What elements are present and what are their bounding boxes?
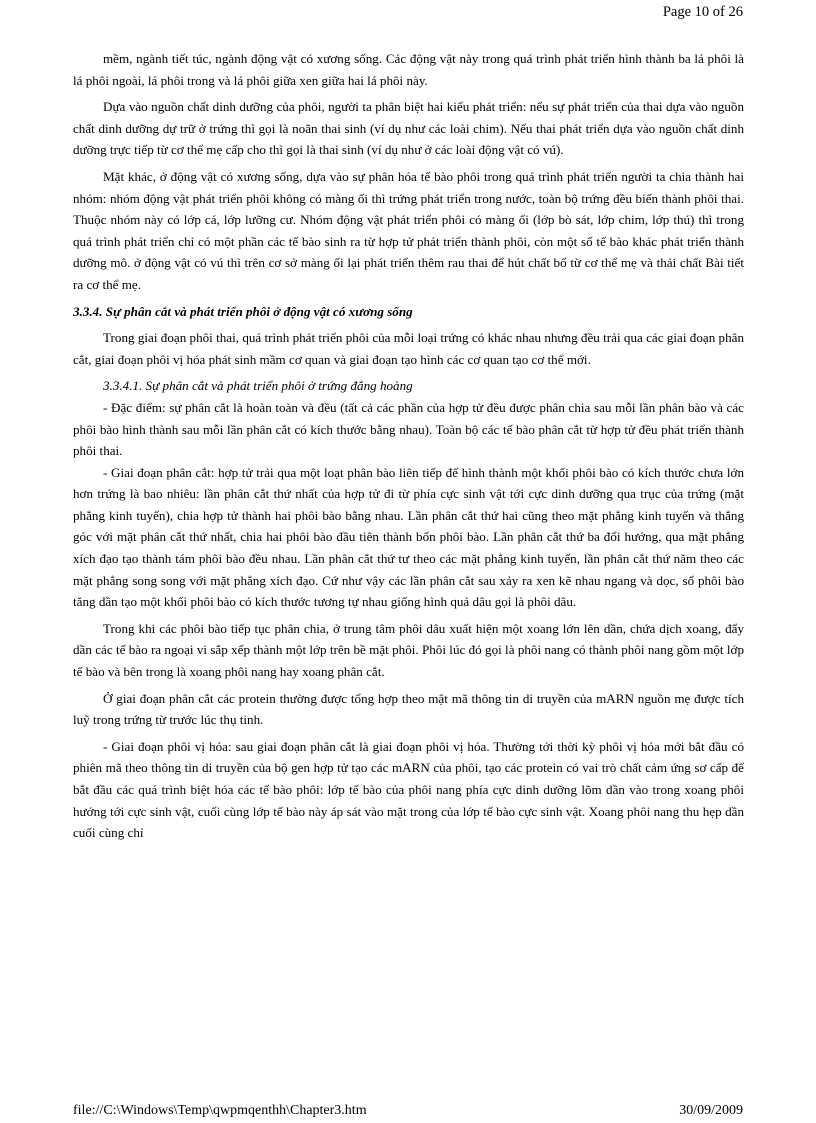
paragraph-9: - Giai đoạn phôi vị hóa: sau giai đoạn phân cắt là giai đoạn phôi vị hóa. Thường tới thời kỳ phôi vị hóa mới bắt đầu có phiên mã theo thông tin di truyền của bộ gen hợp tử tạo các mARN của phôi, tạo các protein có vai trò chất cảm ứng sơ cấp để bắt đầu các quá trình biệt hóa các tế bào phôi: lớp tế bào của phôi nang phía cực dinh dưỡng lõm dần vào trong xoang phôi hướng tới cực sinh vật, cuối cùng lớp tế bào này áp sát vào mặt trong của lớp tế bào cực sinh vật. Xoang phôi nang thu hẹp dần cuối cùng chỉ [73, 738, 744, 841]
subsection-heading-3-3-4-1: 3.3.4.1. Sự phân cắt và phát triển phôi ở trứng đẳng hoàng [103, 378, 413, 394]
paragraph-3: Mặt khác, ở động vật có xương sống, dựa vào sự phân hóa tế bào phôi trong quá trình phát triển người ta chia thành hai nhóm: nhóm động vật phát triển phôi không có màng ối thì trứng phát triển trong nước, toàn bộ trứng đều biến thành phôi thai. Thuộc nhóm này có lớp cá, lớp lưỡng cư. Nhóm động vật phát triển phôi có màng ối (lớp bò sát, lớp chim, lớp thú) thì trong quá trình phát triển chỉ có một phần các tế bào sinh ra từ hợp tử phát triển thành phôi, còn một số tế bào khác phát triển thành dưỡng mô. ở động vật có vú thì trên cơ sở màng ối lại phát triển thêm rau thai để hút chất bổ từ cơ thể mẹ và thải chất Bài tiết ra cơ thể mẹ. [73, 168, 744, 292]
footer-file-path: file://C:\Windows\Temp\qwpmqenthh\Chapter3.htm [73, 1103, 367, 1118]
paragraph-5: - Đặc điểm: sự phân cắt là hoàn toàn và đều (tất cả các phần của hợp tử đều được phân chia sau mỗi lần phân bào và các phôi bào hình thành sau mỗi lần phân cắt có kích thước bằng nhau). Toàn bộ các tế bào phân cắt từ hợp tử đều phát triển thành phôi thai. [73, 399, 744, 459]
section-heading-3-3-4: 3.3.4. Sự phân cắt và phát triển phôi ở động vật có xương sống [73, 303, 413, 319]
paragraph-4: Trong giai đoạn phôi thai, quá trình phát triển phôi của mỗi loại trứng có khác nhau nhưng đều trải qua các giai đoạn phân cắt, giai đoạn phôi vị hóa phát sinh mầm cơ quan và giai đoạn tạo hình các cơ quan tạo cơ thể mới. [73, 330, 744, 367]
paragraph-2: Dựa vào nguồn chất dinh dưỡng của phôi, người ta phân biệt hai kiểu phát triển: nếu sự phát triển của thai dựa vào nguồn chất dinh dưỡng dự trữ ở trứng thì gọi là noãn thai sinh (ví dụ như các loài chim). Nếu thai phát triển dựa vào nguồn chất dinh dưỡng trực tiếp từ cơ thể mẹ cấp cho thì gọi là thai sinh (ví dụ như ở các loài động vật có vú). [73, 99, 744, 158]
page-number: Page 10 of 26 [662, 4, 743, 20]
paragraph-8: Ở giai đoạn phân cắt các protein thường được tổng hợp theo mật mã thông tin di truyền của mARN nguồn mẹ được tích luỹ trong trứng từ trước lúc thụ tinh. [73, 690, 744, 728]
paragraph-7: Trong khi các phôi bào tiếp tục phân chia, ở trung tâm phôi dâu xuất hiện một xoang lớn lên dần, chứa dịch xoang, đẩy dần các tế bào ra ngoại vi sắp xếp thành một lớp trên bề mặt phôi. Phôi lúc đó gọi là phôi nang có thành phôi nang gồm một lớp tế bào và bên trong là xoang phôi nang hay xoang phân cắt. [73, 620, 744, 680]
footer-date: 30/09/2009 [679, 1103, 743, 1118]
paragraph-6: - Giai đoạn phân cắt: hợp tử trải qua một loạt phân bào liên tiếp để hình thành một khối phôi bào có kích thước chưa lớn hơn trứng là bao nhiêu: lần phân cắt thứ nhất của hợp tử đi từ phía cực sinh vật tới cực dinh dưỡng qua trục của trứng (mặt phẳng kinh tuyến), chia hợp tử thành hai phôi bào bằng nhau. Lần phân cắt thứ hai cũng theo mặt phẳng kinh tuyến và thẳng góc với mặt phân cắt thứ nhất, chia hai phôi bào đầu tiên thành bốn phôi bào. Lần phân cắt thứ ba đổi hướng, qua mặt phẳng xích đạo tạo thành tám phôi bào đều nhau. Lần phân cắt thứ tư theo các mặt phẳng kinh tuyến, lần phân cắt thứ năm theo các mặt phẳng song song với mặt phẳng xích đạo. Cứ như vậy các lần phân cắt sau xảy ra xen kẽ nhau ngang và dọc, số phôi bào tăng dần tạo một khối phôi bào có kích thước tương tự nhau giống hình quả dâu gọi là phôi dâu. [73, 464, 744, 610]
paragraph-1: mềm, ngành tiết túc, ngành động vật có xương sống. Các động vật này trong quá trình phát triển hình thành ba lá phôi là lá phôi ngoài, lá phôi trong và lá phôi giữa xen giữa hai lá phôi này. [73, 51, 744, 88]
document-body [73, 48, 744, 849]
